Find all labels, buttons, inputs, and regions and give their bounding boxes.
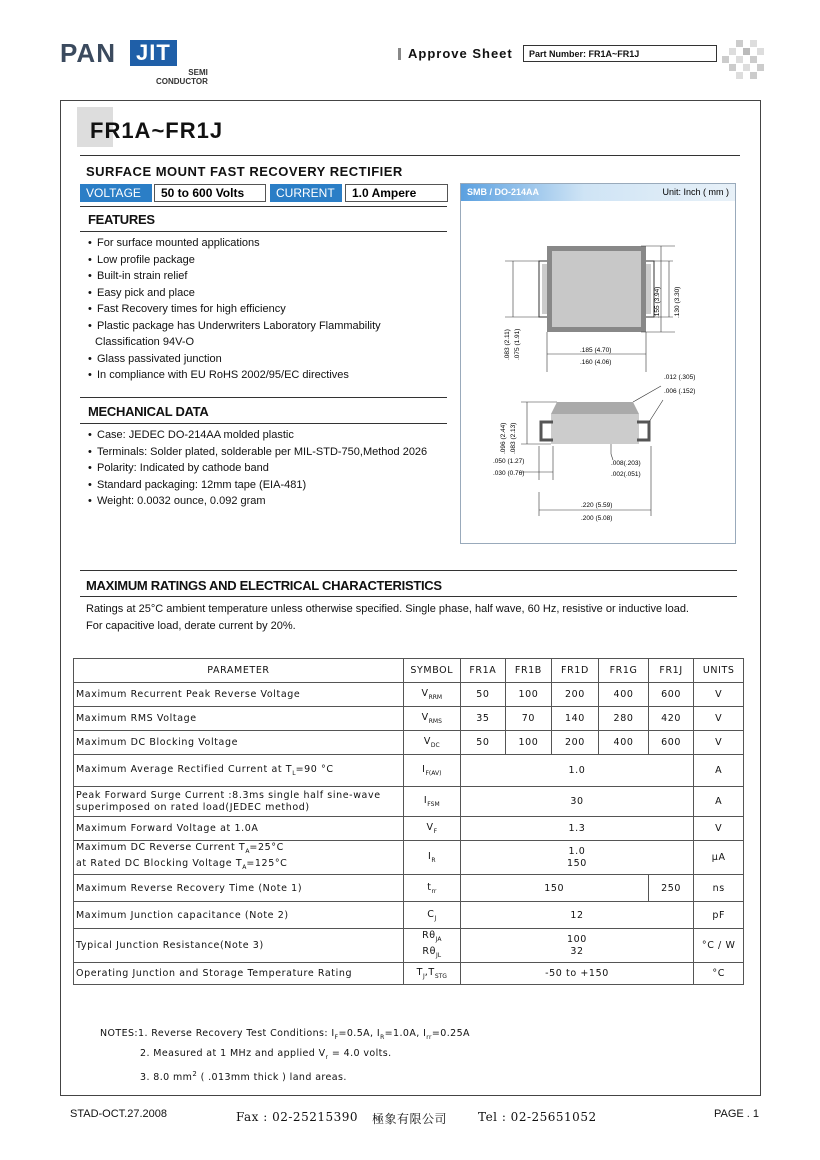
symbol-sub: J xyxy=(423,972,425,980)
note-sub: rr xyxy=(426,1033,432,1041)
value-cell: 100 xyxy=(506,683,552,707)
param-cell: Maximum Forward Voltage at 1.0A xyxy=(74,817,404,841)
symbol: T xyxy=(416,967,423,979)
features-rule xyxy=(80,206,447,207)
value-cell: 600 xyxy=(648,731,694,755)
feature-item: • For surface mounted applications xyxy=(85,235,445,252)
value-cell: 200 xyxy=(551,731,599,755)
current-value: 1.0 Ampere xyxy=(345,184,448,202)
value-cell: 1.3 xyxy=(460,817,694,841)
note-text: 3. 8.0 mm xyxy=(140,1071,193,1083)
value-cell: 150 xyxy=(460,875,648,902)
note-line xyxy=(100,1046,470,1066)
footer-date: STAD-OCT.27.2008 xyxy=(70,1108,168,1120)
current-label: CURRENT xyxy=(270,184,342,202)
unit-cell: °C / W xyxy=(694,929,744,963)
dim-gap-max: .008(.203) xyxy=(611,460,641,467)
dim-width-max: .185 (4.70) xyxy=(580,347,612,354)
param-line xyxy=(76,858,401,874)
package-unit: Unit: Inch ( mm ) xyxy=(662,187,729,197)
table-row xyxy=(74,875,744,902)
features-heading: FEATURES xyxy=(88,212,155,227)
note-sub: R xyxy=(380,1033,385,1041)
symbol: I xyxy=(422,764,426,776)
param-cell: Operating Junction and Storage Temperature Rating xyxy=(74,963,404,985)
mechanical-item: • Polarity: Indicated by cathode band xyxy=(85,460,445,477)
symbol: Rθ xyxy=(422,945,437,957)
header-bar-mark xyxy=(398,48,401,60)
ratings-note-line: Ratings at 25°C ambient temperature unless otherwise specified. Single phase, half wave, 60 Hz, resistive or inductive load. xyxy=(86,603,689,615)
param-cell: Maximum Recurrent Peak Reverse Voltage xyxy=(74,683,404,707)
note-sub: r xyxy=(325,1053,329,1061)
dim-width-min: .160 (4.06) xyxy=(580,359,612,366)
note-text: =0.25A xyxy=(431,1028,470,1039)
symbol-sub: STG xyxy=(434,972,447,980)
value-cell: -50 to +150 xyxy=(460,963,694,985)
symbol-sub: rr xyxy=(431,887,437,895)
ratings-table xyxy=(73,658,744,985)
value-cell: 200 xyxy=(551,683,599,707)
value-cell: 400 xyxy=(599,683,649,707)
symbol-line xyxy=(406,946,458,962)
mechanical-item: • Case: JEDEC DO-214AA molded plastic xyxy=(85,427,445,444)
table-row xyxy=(74,902,744,929)
footer-tel: Tel : 02-25651052 xyxy=(478,1110,597,1124)
value-cell xyxy=(460,929,694,963)
unit-cell: μA xyxy=(694,841,744,875)
dim-thick-min: .006 (.152) xyxy=(664,388,696,395)
dim-foot-min: .030 (0.76) xyxy=(493,470,525,477)
value-line: 32 xyxy=(570,945,584,957)
table-header: FR1G xyxy=(599,659,649,683)
symbol: V xyxy=(421,712,429,724)
param-text: superimposed on rated load(JEDEC method) xyxy=(76,801,310,813)
dim-len-min: .200 (5.08) xyxy=(581,515,613,522)
dim-side-max: .096 (2.44) xyxy=(500,422,507,454)
param-line xyxy=(76,842,401,858)
param-cell: Maximum Junction capacitance (Note 2) xyxy=(74,902,404,929)
param-cell: Maximum Reverse Recovery Time (Note 1) xyxy=(74,875,404,902)
dim-foot-max: .050 (1.27) xyxy=(493,458,525,465)
unit-cell: V xyxy=(694,683,744,707)
mechanical-item: • Weight: 0.0032 ounce, 0.092 gram xyxy=(85,493,445,510)
feature-item: • Low profile package xyxy=(85,252,445,269)
value-cell: 250 xyxy=(648,875,694,902)
param-sub: A xyxy=(245,847,250,855)
value-cell: 12 xyxy=(460,902,694,929)
table-header: PARAMETER xyxy=(74,659,404,683)
symbol-cell xyxy=(403,841,460,875)
ratings-note-line: For capacitive load, derate current by 20%. xyxy=(86,620,296,632)
features-rule-bottom xyxy=(80,231,447,232)
note-text: ( .013mm thick ) land areas. xyxy=(197,1071,347,1083)
value-cell: 1.0 xyxy=(460,755,694,787)
param-sub: L xyxy=(292,769,296,777)
table-row xyxy=(74,731,744,755)
features-list xyxy=(85,235,445,384)
table-header: FR1J xyxy=(648,659,694,683)
package-outline-drawing xyxy=(461,202,735,544)
mechanical-heading: MECHANICAL DATA xyxy=(88,404,209,419)
table-header: FR1B xyxy=(506,659,552,683)
dim-gap-min: .002(.051) xyxy=(611,471,641,478)
footer-company: 極象有限公司 xyxy=(372,1112,448,1126)
dim-lead-max: .083 (2.11) xyxy=(504,329,511,360)
value-cell: 420 xyxy=(648,707,694,731)
table-header-row xyxy=(74,659,744,683)
table-row xyxy=(74,841,744,875)
voltage-label: VOLTAGE xyxy=(80,184,152,202)
value-cell: 280 xyxy=(599,707,649,731)
approve-sheet-label: Approve Sheet xyxy=(408,46,513,61)
panjit-logo xyxy=(60,38,208,88)
feature-item: • Fast Recovery times for high efficiency xyxy=(85,301,445,318)
symbol-sub: F xyxy=(433,827,438,835)
symbol-cell xyxy=(403,929,460,963)
feature-item: • Plastic package has Underwriters Laboratory Flammability xyxy=(85,318,445,335)
notes-block xyxy=(100,1026,470,1086)
value-cell: 35 xyxy=(460,707,506,731)
value-cell: 70 xyxy=(506,707,552,731)
voltage-value: 50 to 600 Volts xyxy=(154,184,266,202)
table-row xyxy=(74,817,744,841)
mechanical-item: • Terminals: Solder plated, solderable per MIL-STD-750,Method 2026 xyxy=(85,444,445,461)
param-sub: A xyxy=(242,863,247,871)
symbol: V xyxy=(423,736,431,748)
param-cell: Maximum DC Blocking Voltage xyxy=(74,731,404,755)
ratings-rule-bottom xyxy=(80,596,737,597)
symbol-cell xyxy=(403,707,460,731)
table-row xyxy=(74,929,744,963)
unit-cell: V xyxy=(694,817,744,841)
symbol-line xyxy=(406,930,458,946)
note-sup: 2 xyxy=(192,1069,198,1078)
value-cell: 140 xyxy=(551,707,599,731)
unit-cell: V xyxy=(694,731,744,755)
product-subtitle: SURFACE MOUNT FAST RECOVERY RECTIFIER xyxy=(86,164,403,179)
note-text: =0.5A, I xyxy=(338,1028,381,1039)
value-line: 100 xyxy=(567,933,587,945)
table-row xyxy=(74,963,744,985)
param-text: at Rated DC Blocking Voltage T xyxy=(76,857,243,869)
value-line: 150 xyxy=(567,857,587,869)
note-sub: F xyxy=(334,1033,339,1041)
footer-page: PAGE . 1 xyxy=(714,1108,760,1120)
param-cell xyxy=(74,755,404,787)
value-cell: 600 xyxy=(648,683,694,707)
param-text: Maximum Average Rectified Current at T xyxy=(76,764,293,776)
unit-cell: A xyxy=(694,787,744,817)
title-rule xyxy=(80,155,740,156)
value-cell: 100 xyxy=(506,731,552,755)
symbol-sub: R xyxy=(431,856,436,864)
note-text: NOTES:1. Reverse Recovery Test Conditions: I xyxy=(100,1028,335,1039)
symbol-sub: JL xyxy=(436,951,442,959)
logo-jit-text: JIT xyxy=(130,40,177,66)
symbol-cell xyxy=(403,875,460,902)
value-cell xyxy=(460,841,694,875)
dim-thick-max: .012 (.305) xyxy=(664,374,696,381)
logo-subtitle xyxy=(156,68,208,86)
footer-fax: Fax : 02-25215390 xyxy=(236,1110,359,1124)
symbol-sub: RRM xyxy=(428,693,443,701)
checker-decoration xyxy=(722,40,764,80)
param-text: =25°C xyxy=(249,841,284,853)
table-header: SYMBOL xyxy=(403,659,460,683)
param-text: =125°C xyxy=(246,857,288,869)
symbol: I xyxy=(427,851,432,863)
symbol-cell xyxy=(403,731,460,755)
symbol-sub: DC xyxy=(430,741,440,749)
ratings-rule xyxy=(80,570,737,571)
feature-item: • Glass passivated junction xyxy=(85,351,445,368)
symbol-sub: F(AV) xyxy=(425,769,442,777)
symbol-cell xyxy=(403,683,460,707)
value-cell: 50 xyxy=(460,683,506,707)
note-line xyxy=(100,1026,470,1046)
mechanical-rule-bottom xyxy=(80,423,447,424)
value-line: 1.0 xyxy=(568,845,586,857)
param-text: Maximum DC Reverse Current T xyxy=(76,841,246,853)
symbol: Rθ xyxy=(422,929,436,941)
table-row xyxy=(74,683,744,707)
symbol-sub: RMS xyxy=(428,717,442,725)
symbol-cell xyxy=(403,817,460,841)
logo-pan-text: PAN xyxy=(60,38,116,68)
ratings-notes xyxy=(86,601,726,635)
symbol-sub: JA xyxy=(435,935,442,943)
param-cell: Maximum RMS Voltage xyxy=(74,707,404,731)
dim-lead-min: .075 (1.91) xyxy=(514,328,521,360)
note-text: 2. Measured at 1 MHz and applied V xyxy=(140,1047,326,1059)
unit-cell: A xyxy=(694,755,744,787)
symbol-sub: FSM xyxy=(427,800,440,808)
symbol: ,T xyxy=(424,967,435,979)
unit-cell: V xyxy=(694,707,744,731)
symbol-cell xyxy=(403,902,460,929)
feature-item: • Easy pick and place xyxy=(85,285,445,302)
mechanical-list xyxy=(85,427,445,510)
param-cell xyxy=(74,787,404,817)
feature-item: • Built-in strain relief xyxy=(85,268,445,285)
symbol-sub: J xyxy=(434,914,437,922)
table-row xyxy=(74,787,744,817)
dim-height-max: .155 (3.94) xyxy=(654,286,661,318)
note-line xyxy=(100,1066,470,1086)
symbol: V xyxy=(426,822,434,834)
table-row xyxy=(74,707,744,731)
symbol-cell xyxy=(403,963,460,985)
feature-item-continued: Classification 94V-O xyxy=(95,336,195,348)
table-header: FR1D xyxy=(551,659,599,683)
ratings-heading: MAXIMUM RATINGS AND ELECTRICAL CHARACTERISTICS xyxy=(86,578,442,593)
value-cell: 50 xyxy=(460,731,506,755)
part-number-box: Part Number: FR1A~FR1J xyxy=(523,45,717,62)
symbol-cell xyxy=(403,755,460,787)
logo-conductor: CONDUCTOR xyxy=(156,77,208,86)
note-text: =1.0A, I xyxy=(384,1028,427,1039)
unit-cell: ns xyxy=(694,875,744,902)
table-row xyxy=(74,755,744,787)
note-text: = 4.0 volts. xyxy=(328,1047,392,1059)
param-cell: Typical Junction Resistance(Note 3) xyxy=(74,929,404,963)
dim-len-max: .220 (5.59) xyxy=(581,502,613,509)
feature-item: • In compliance with EU RoHS 2002/95/EC directives xyxy=(85,367,445,384)
symbol: C xyxy=(427,908,435,920)
dim-side-min: .083 (2.13) xyxy=(510,422,517,454)
symbol: t xyxy=(427,881,432,893)
package-header xyxy=(461,184,735,201)
param-cell xyxy=(74,841,404,875)
unit-cell: pF xyxy=(694,902,744,929)
param-text: =90 °C xyxy=(295,764,334,776)
symbol-cell xyxy=(403,787,460,817)
param-text: Peak Forward Surge Current :8.3ms single half sine-wave xyxy=(76,789,381,801)
value-cell: 400 xyxy=(599,731,649,755)
symbol: V xyxy=(421,688,429,700)
unit-cell: °C xyxy=(694,963,744,985)
logo-semi: SEMI xyxy=(188,68,208,77)
symbol: I xyxy=(423,795,428,807)
table-header: FR1A xyxy=(460,659,506,683)
page-title: FR1A~FR1J xyxy=(90,118,224,143)
dim-height-min: .130 (3.30) xyxy=(674,286,681,318)
mechanical-rule xyxy=(80,397,447,398)
value-cell: 30 xyxy=(460,787,694,817)
mechanical-item: • Standard packaging: 12mm tape (EIA-481) xyxy=(85,477,445,494)
package-drawing-panel xyxy=(460,183,736,544)
table-header: UNITS xyxy=(694,659,744,683)
package-name: SMB / DO-214AA xyxy=(467,187,540,197)
